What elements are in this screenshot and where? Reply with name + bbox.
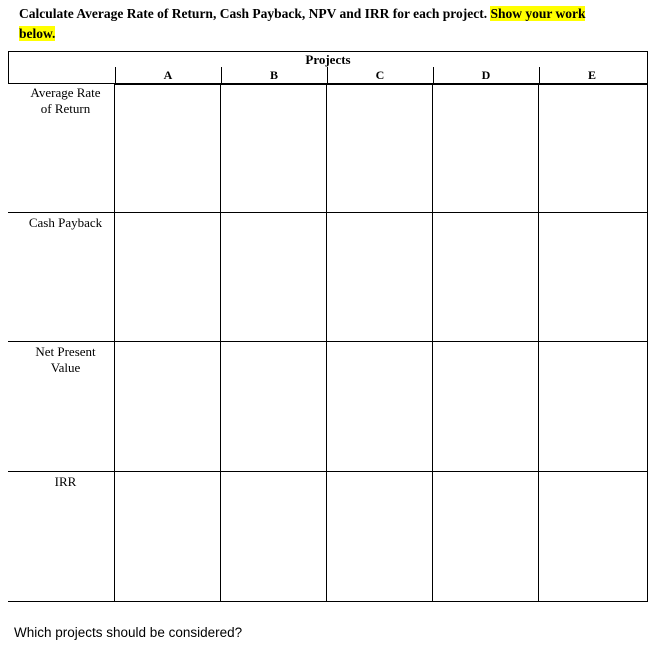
cell-irr-e[interactable] (538, 471, 648, 602)
project-a-header: A (163, 68, 173, 82)
cell-average-rate-a[interactable] (114, 84, 221, 213)
cell-cash-payback-a[interactable] (114, 212, 221, 342)
project-b-header: B (269, 68, 278, 82)
row-label-cash-payback: Cash Payback (28, 215, 103, 230)
cell-cash-payback-e[interactable] (538, 212, 648, 342)
column-divider (327, 67, 328, 83)
cell-npv-a[interactable] (114, 341, 221, 472)
cell-average-rate-b[interactable] (220, 84, 327, 213)
instructions (19, 4, 644, 44)
cell-cash-payback-d[interactable] (432, 212, 539, 342)
cell-irr-b[interactable] (220, 471, 327, 602)
answer-grid (8, 84, 648, 602)
projects-header: Projects (305, 52, 351, 67)
row-divider (8, 341, 115, 342)
cell-average-rate-c[interactable] (326, 84, 433, 213)
row-label-npv: Net Present Value (35, 344, 96, 375)
column-divider (539, 67, 540, 83)
cell-average-rate-e[interactable] (538, 84, 648, 213)
cell-average-rate-d[interactable] (432, 84, 539, 213)
question-text: Which projects should be considered? (14, 625, 243, 640)
cell-cash-payback-b[interactable] (220, 212, 327, 342)
project-e-header: E (587, 68, 596, 82)
row-divider (8, 471, 115, 472)
cell-irr-c[interactable] (326, 471, 433, 602)
row-label-irr: IRR (54, 474, 77, 489)
instructions-continued: below. (19, 26, 56, 41)
cell-irr-a[interactable] (114, 471, 221, 602)
column-divider (433, 67, 434, 83)
cell-cash-payback-c[interactable] (326, 212, 433, 342)
cell-npv-b[interactable] (220, 341, 327, 472)
column-divider (221, 67, 222, 83)
project-c-header: C (375, 68, 385, 82)
table-header (8, 51, 648, 84)
row-label-average-rate: Average Rate of Return (30, 85, 101, 116)
column-divider (115, 67, 116, 83)
project-letters-row (9, 67, 647, 84)
row-divider (8, 601, 115, 602)
cell-irr-d[interactable] (432, 471, 539, 602)
cell-npv-c[interactable] (326, 341, 433, 472)
row-divider (8, 212, 115, 213)
project-d-header: D (481, 68, 491, 82)
cell-npv-d[interactable] (432, 341, 539, 472)
instructions-highlight: Show your work (490, 6, 586, 21)
instructions-text: Calculate Average Rate of Return, Cash Payback, NPV and IRR for each project. (19, 6, 488, 21)
cell-npv-e[interactable] (538, 341, 648, 472)
